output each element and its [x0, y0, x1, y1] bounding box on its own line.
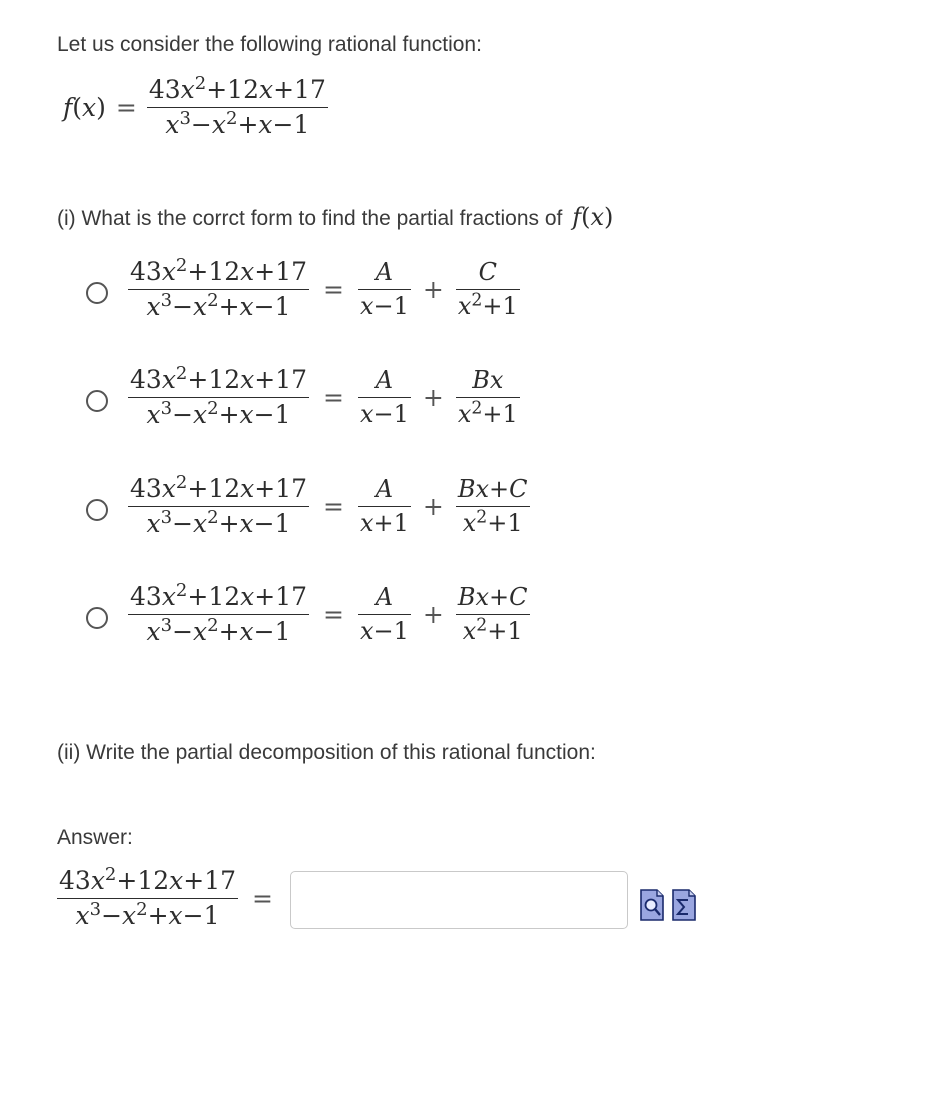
option-term1-fraction: [358, 584, 411, 644]
function-variable: x: [82, 92, 97, 122]
option-term2-fraction: [456, 584, 530, 644]
option-4-equation[interactable]: [128, 580, 530, 646]
term2-bar: [456, 289, 520, 291]
term2-bar: [456, 614, 530, 616]
fraction-numerator: $43x^2+12x+17$: [130, 255, 308, 286]
term2-numerator: Bx+C: [457, 583, 528, 612]
option-lhs-fraction: [128, 580, 309, 646]
option-2-equation[interactable]: [128, 363, 520, 429]
option-lhs-fraction: [128, 472, 309, 538]
answer-label: Answer:: [57, 826, 133, 849]
option-term2-fraction: [456, 259, 520, 319]
term1-numerator: A: [375, 366, 394, 395]
term1-denominator: x−1: [359, 292, 409, 320]
plus-sign: +: [422, 599, 444, 629]
plus-sign: +: [422, 491, 444, 521]
term2-denominator: $x^2+1$: [462, 507, 523, 537]
option-term1-fraction: [358, 476, 411, 536]
term2-denominator: $x^2+1$: [462, 615, 523, 645]
fraction-numerator: $43x^2+12x+17$: [130, 472, 308, 503]
option-term1-fraction: [358, 367, 411, 427]
option-lhs-fraction: [128, 363, 309, 429]
term1-bar: [358, 614, 411, 616]
fraction-denominator: $x^3-x^2+x-1$: [146, 290, 291, 321]
answer-equation: $\frac{43x^2+12x+17}{x^3-x^2+x-1}$ =: [59, 864, 273, 930]
question-ii-text: (ii) Write the partial decomposition of this rational function:: [57, 741, 596, 764]
term2-numerator: Bx+C: [457, 475, 528, 504]
question-i-function: f(x): [572, 203, 614, 231]
term1-bar: [358, 397, 411, 399]
function-definition: f ( x ) = $\frac{43x^2+12x+17}{x^3-x^2+x-1}$: [63, 73, 326, 139]
question-i-function-name: f: [572, 203, 582, 231]
term2-denominator: $x^2+1$: [457, 398, 518, 428]
option-lhs-fraction: [128, 255, 309, 321]
fraction-denominator: $x^3-x^2+x-1$: [165, 108, 310, 139]
function-fraction: [147, 73, 328, 139]
option-3-radio[interactable]: [86, 499, 108, 521]
option-2-radio[interactable]: [86, 390, 108, 412]
question-i: [57, 203, 613, 231]
option-term2-fraction: [456, 367, 520, 427]
answer-fraction: [57, 864, 238, 930]
fraction-numerator: $43x^2+12x+17$: [148, 73, 326, 104]
preview-icon[interactable]: [639, 888, 665, 922]
option-4-radio[interactable]: [86, 607, 108, 629]
term1-denominator: x+1: [359, 509, 409, 537]
term1-numerator: A: [375, 583, 394, 612]
option-term1-fraction: [358, 259, 411, 319]
answer-input[interactable]: [290, 871, 628, 929]
fraction-denominator: $x^3-x^2+x-1$: [146, 398, 291, 429]
equals-sign: =: [323, 491, 344, 521]
option-1-equation[interactable]: [128, 255, 520, 321]
equation-editor-icon[interactable]: [671, 888, 697, 922]
plus-sign: +: [422, 274, 444, 304]
question-i-variable: x: [590, 203, 604, 231]
fraction-numerator: $43x^2+12x+17$: [130, 580, 308, 611]
term1-numerator: A: [375, 475, 394, 504]
term2-numerator: Bx: [472, 366, 504, 395]
option-1-radio[interactable]: [86, 282, 108, 304]
fraction-denominator: $x^3-x^2+x-1$: [75, 899, 220, 930]
term1-numerator: A: [375, 258, 394, 287]
term1-bar: [358, 289, 411, 291]
term1-denominator: x−1: [359, 400, 409, 428]
term2-denominator: $x^2+1$: [457, 290, 518, 320]
fraction-numerator: $43x^2+12x+17$: [59, 864, 237, 895]
term2-bar: [456, 397, 520, 399]
function-name: f: [63, 92, 73, 122]
term2-numerator: C: [478, 258, 498, 287]
option-term2-fraction: [456, 476, 530, 536]
term2-bar: [456, 506, 530, 508]
fraction-numerator: $43x^2+12x+17$: [130, 363, 308, 394]
term1-bar: [358, 506, 411, 508]
option-3-equation[interactable]: [128, 472, 530, 538]
plus-sign: +: [422, 382, 444, 412]
intro-text: Let us consider the following rational function:: [57, 33, 482, 56]
equals-sign: =: [323, 382, 344, 412]
fraction-denominator: $x^3-x^2+x-1$: [146, 615, 291, 646]
term1-denominator: x−1: [359, 617, 409, 645]
equals-sign: =: [323, 274, 344, 304]
equals-sign: =: [323, 599, 344, 629]
fraction-denominator: $x^3-x^2+x-1$: [146, 507, 291, 538]
question-i-text: (i) What is the corrct form to find the partial fractions of: [57, 207, 563, 230]
